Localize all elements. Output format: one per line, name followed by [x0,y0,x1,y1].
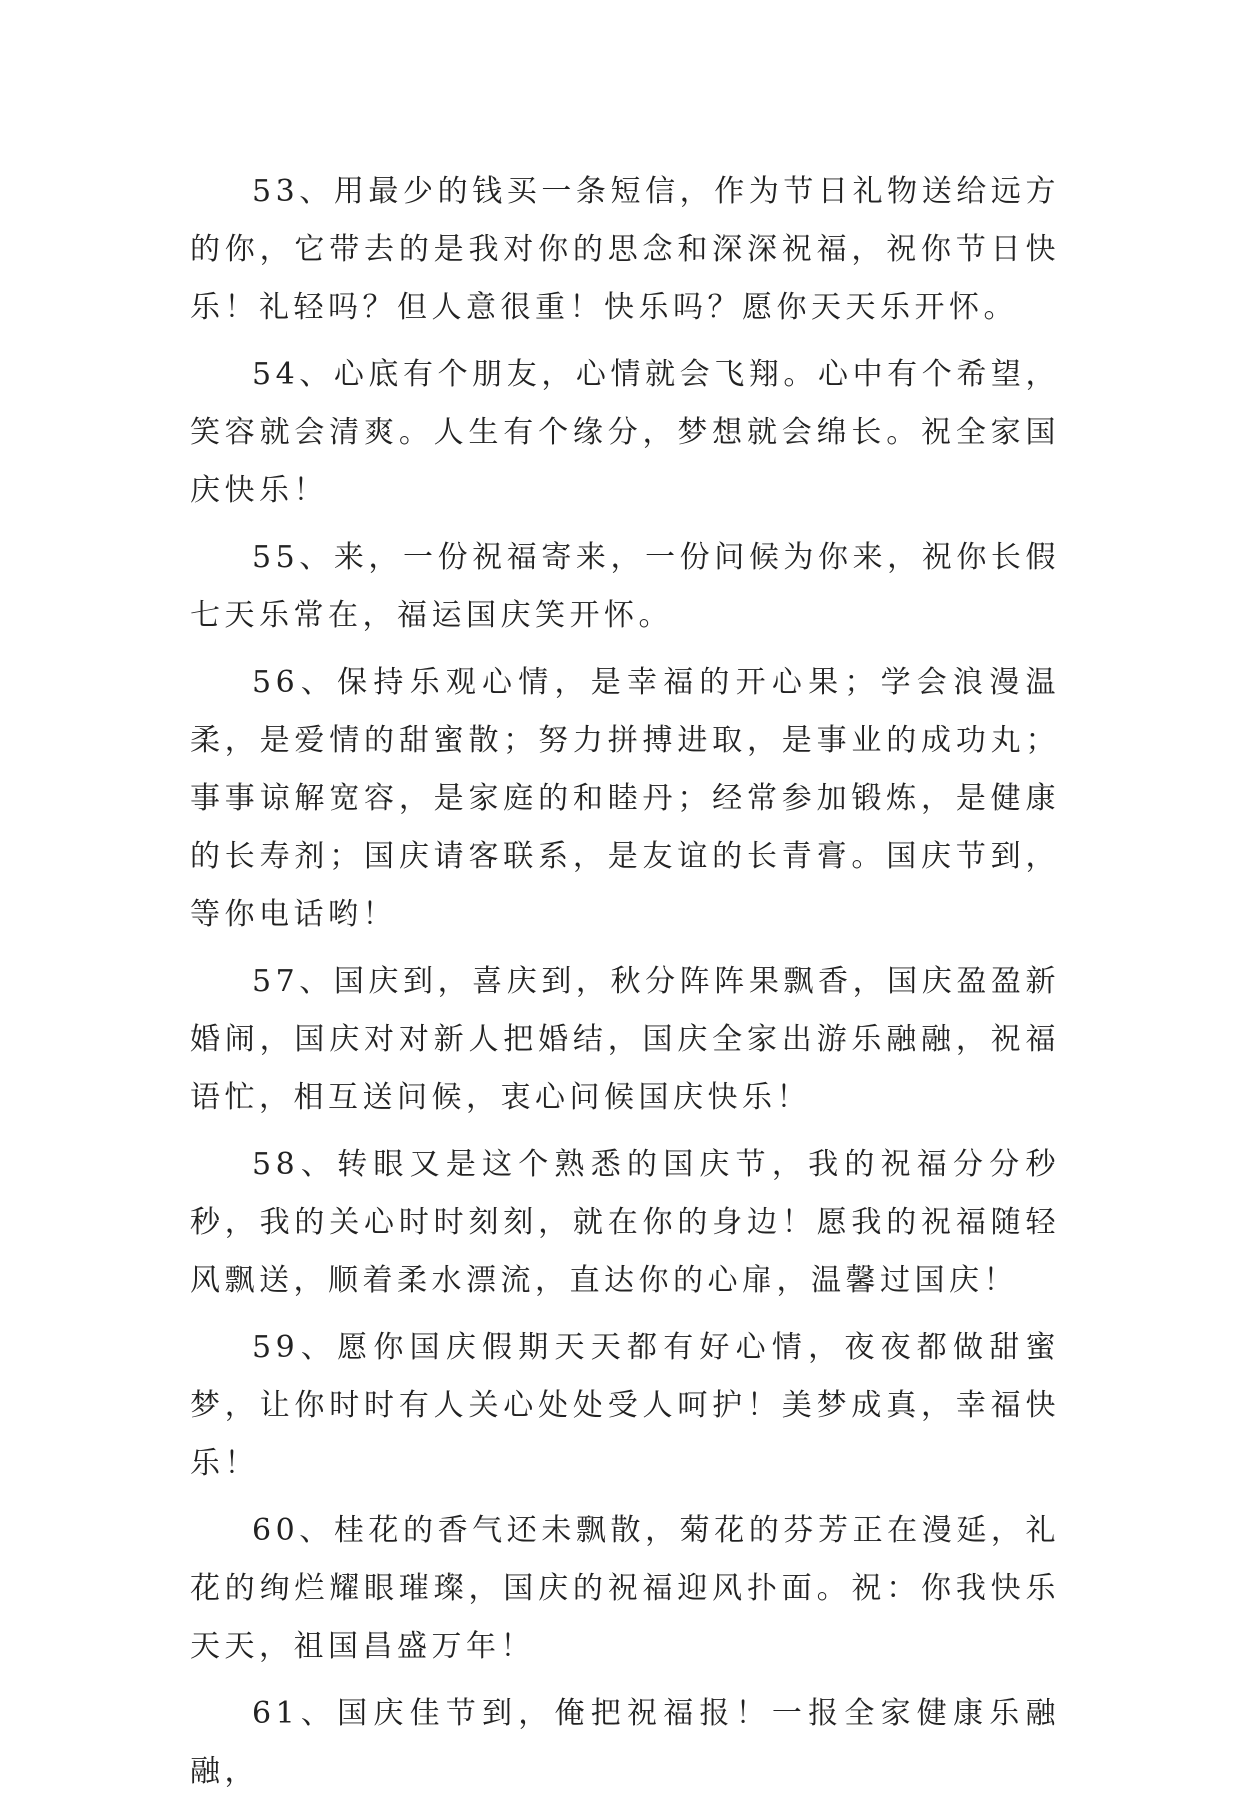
document-body [190,163,1060,1810]
paragraph-55: 55、来，一份祝福寄来，一份问候为你来，祝你长假七天乐常在，福运国庆笑开怀。 [190,540,1060,633]
paragraph-59: 59、愿你国庆假期天天都有好心情，夜夜都做甜蜜梦，让你时时有人关心处处受人呵护！美梦成真，幸福快乐！ [190,1330,1060,1481]
paragraph-58: 58、转眼又是这个熟悉的国庆节，我的祝福分分秒秒，我的关心时时刻刻，就在你的身边！愿我的祝福随轻风飘送，顺着柔水漂流，直达你的心扉，温馨过国庆！ [190,1147,1060,1298]
paragraph-61: 61、国庆佳节到，俺把祝福报！一报全家健康乐融融， [190,1696,1060,1789]
paragraph-56: 56、保持乐观心情，是幸福的开心果；学会浪漫温柔，是爱情的甜蜜散；努力拼搏进取，是事业的成功丸；事事谅解宽容，是家庭的和睦丹；经常参加锻炼，是健康的长寿剂；国庆请客联系，是友谊的长青膏。国庆节到，等你电话哟！ [190,665,1060,932]
paragraph-53: 53、用最少的钱买一条短信，作为节日礼物送给远方的你，它带去的是我对你的思念和深深祝福，祝你节日快乐！礼轻吗？但人意很重！快乐吗？愿你天天乐开怀。 [190,174,1060,325]
paragraph-60: 60、桂花的香气还未飘散，菊花的芬芳正在漫延，礼花的绚烂耀眼璀璨，国庆的祝福迎风扑面。祝：你我快乐天天，祖国昌盛万年！ [190,1513,1060,1664]
paragraph-57: 57、国庆到，喜庆到，秋分阵阵果飘香，国庆盈盈新婚闹，国庆对对新人把婚结，国庆全家出游乐融融，祝福语忙，相互送问候，衷心问候国庆快乐！ [190,964,1060,1115]
paragraph-54: 54、心底有个朋友，心情就会飞翔。心中有个希望，笑容就会清爽。人生有个缘分，梦想就会绵长。祝全家国庆快乐！ [190,357,1060,508]
